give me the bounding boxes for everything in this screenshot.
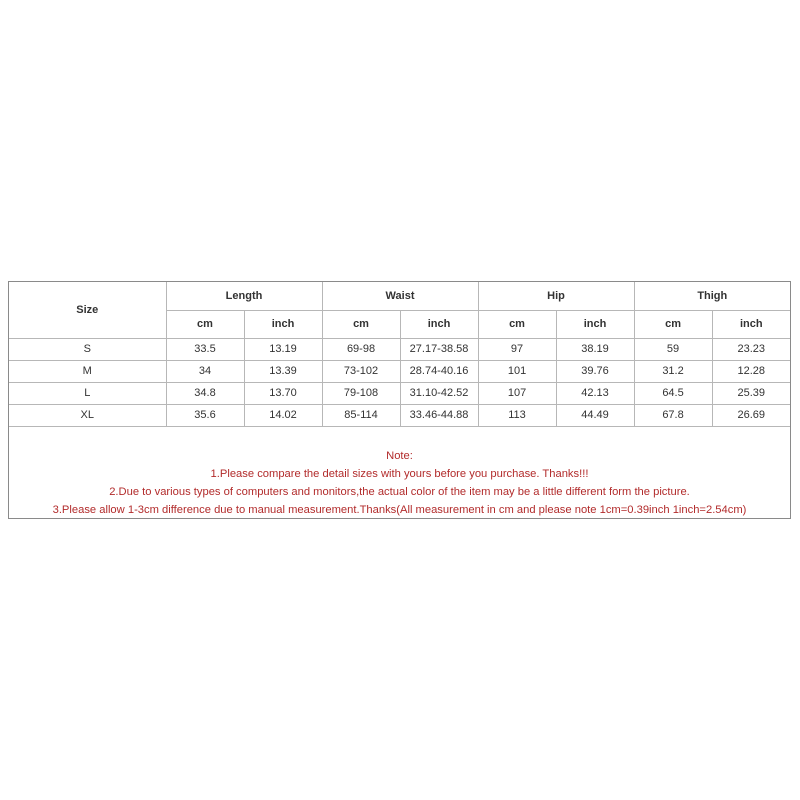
size-chart [8,281,791,519]
table-cell: 28.74-40.16 [400,360,478,382]
table-cell: 23.23 [712,338,790,360]
unit-header: inch [400,310,478,338]
group-header-length: Length [166,282,322,310]
note-line: 2.Due to various types of computers and monitors,the actual color of the item may be a little different form the picture. [109,485,690,498]
group-header-hip: Hip [478,282,634,310]
unit-header: cm [634,310,712,338]
table-cell: 59 [634,338,712,360]
note-line: 1.Please compare the detail sizes with yours before you purchase. Thanks!!! [210,467,589,480]
note-title: Note: [386,449,413,462]
notes-section [9,427,790,519]
size-cell: M [9,360,166,382]
table-cell: 67.8 [634,404,712,426]
table-cell: 34 [166,360,244,382]
table-cell: 38.19 [556,338,634,360]
table-cell: 113 [478,404,556,426]
unit-header: cm [166,310,244,338]
unit-header: cm [478,310,556,338]
group-header-thigh: Thigh [634,282,790,310]
table-cell: 31.2 [634,360,712,382]
table-cell: 33.5 [166,338,244,360]
table-cell: 79-108 [322,382,400,404]
table-cell: 107 [478,382,556,404]
table-cell: 13.19 [244,338,322,360]
table-row [9,360,790,382]
table-cell: 26.69 [712,404,790,426]
unit-header: cm [322,310,400,338]
table-cell: 25.39 [712,382,790,404]
note-line: 3.Please allow 1-3cm difference due to manual measurement.Thanks(All measurement in cm and please note 1cm=0.39inch 1inch=2.54cm) [52,503,747,516]
table-cell: 42.13 [556,382,634,404]
table-cell: 12.28 [712,360,790,382]
table-cell: 73-102 [322,360,400,382]
size-cell: XL [9,404,166,426]
table-cell: 13.39 [244,360,322,382]
size-cell: S [9,338,166,360]
header-row-groups [9,282,790,310]
table-cell: 13.70 [244,382,322,404]
size-header: Size [9,282,166,338]
group-header-waist: Waist [322,282,478,310]
table-cell: 97 [478,338,556,360]
table-cell: 101 [478,360,556,382]
size-table [9,282,790,427]
table-row [9,404,790,426]
table-row [9,382,790,404]
table-cell: 44.49 [556,404,634,426]
table-cell: 14.02 [244,404,322,426]
table-row [9,338,790,360]
table-cell: 69-98 [322,338,400,360]
table-cell: 64.5 [634,382,712,404]
table-cell: 34.8 [166,382,244,404]
table-cell: 27.17-38.58 [400,338,478,360]
unit-header: inch [556,310,634,338]
table-cell: 31.10-42.52 [400,382,478,404]
table-cell: 35.6 [166,404,244,426]
size-cell: L [9,382,166,404]
table-cell: 39.76 [556,360,634,382]
table-cell: 33.46-44.88 [400,404,478,426]
unit-header: inch [244,310,322,338]
unit-header: inch [712,310,790,338]
table-cell: 85-114 [322,404,400,426]
